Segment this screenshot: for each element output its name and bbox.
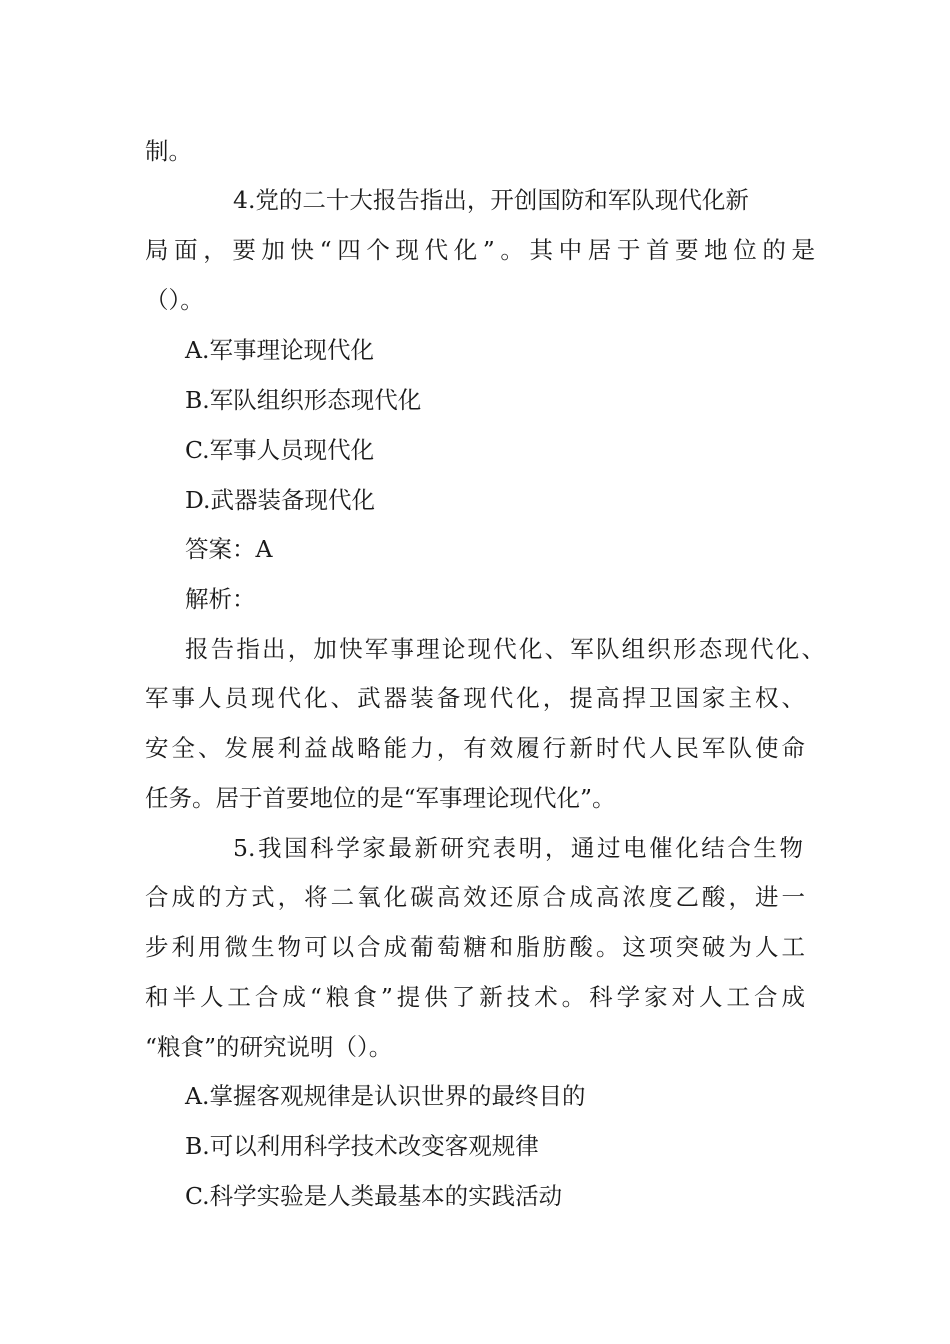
question-stem-line: “粮食”的研究说明（）。 bbox=[145, 1033, 393, 1061]
question-stem-line: 和半人工合成“粮食”提供了新技术。科学家对人工合成 bbox=[145, 983, 805, 1011]
question-stem-line: 5.我国科学家最新研究表明，通过电催化结合生物 bbox=[233, 834, 803, 862]
analysis-line: 安全、发展利益战略能力，有效履行新时代人民军队使命 bbox=[145, 734, 805, 762]
question-stem-line: 合成的方式，将二氧化碳高效还原合成高浓度乙酸，进一 bbox=[145, 883, 805, 911]
option-b: B.军队组织形态现代化 bbox=[185, 386, 422, 414]
option-d: D.武器装备现代化 bbox=[185, 486, 375, 514]
question-stem-line: 局面，要加快“四个现代化”。其中居于首要地位的是 bbox=[145, 236, 815, 264]
question-stem-line: （）。 bbox=[145, 286, 204, 314]
option-a: A.掌握客观规律是认识世界的最终目的 bbox=[185, 1082, 586, 1110]
question-stem-line: 4.党的二十大报告指出，开创国防和军队现代化新 bbox=[233, 186, 749, 214]
option-c: C.科学实验是人类最基本的实践活动 bbox=[185, 1182, 563, 1210]
analysis-line: 报告指出，加快军事理论现代化、军队组织形态现代化、 bbox=[185, 635, 825, 663]
analysis-line: 军事人员现代化、武器装备现代化，提高捍卫国家主权、 bbox=[145, 684, 805, 712]
option-a: A.军事理论现代化 bbox=[185, 336, 374, 364]
carry-over-text: 制。 bbox=[145, 137, 192, 165]
answer-text: 答案：A bbox=[185, 535, 273, 563]
analysis-line: 任务。居于首要地位的是“军事理论现代化”。 bbox=[145, 784, 616, 812]
analysis-label: 解析： bbox=[185, 585, 256, 613]
option-b: B.可以利用科学技术改变客观规律 bbox=[185, 1132, 539, 1160]
option-c: C.军事人员现代化 bbox=[185, 436, 375, 464]
question-stem-line: 步利用微生物可以合成葡萄糖和脂肪酸。这项突破为人工 bbox=[145, 933, 805, 961]
